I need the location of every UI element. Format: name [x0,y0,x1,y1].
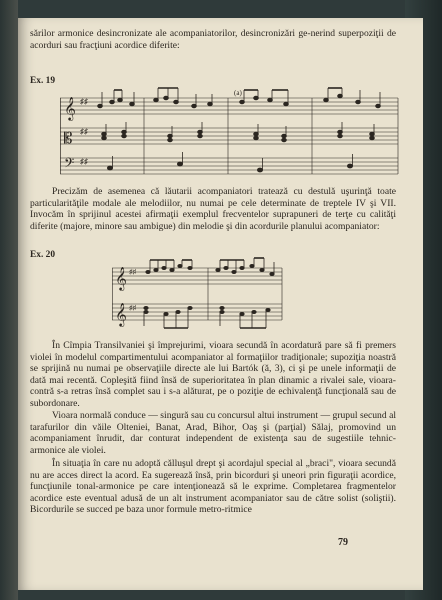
svg-text:𝄡: 𝄡 [64,129,73,147]
score-annotation: (a) [234,89,242,97]
example-20-label: Ex. 20 [30,250,56,260]
svg-text:♯♯: ♯♯ [80,157,88,166]
music-score-ex19 [60,86,400,180]
svg-text:♯♯: ♯♯ [129,304,136,312]
paragraph-modal: Precizăm de asemenea că lăutarii acompaniatori tratează cu destulă uşurinţă toate particularităţile modale ale melodiilor, nu numai pe cele determinate de treptele IV şi VII. Invocăm în sprijinul acestei afirmaţii exemplul frecventelor suprapuneri de terţe cu calităţi diferite (majore, minore sau ambigue) din melodie şi din acordurile planului acompaniator: [30,186,396,232]
paragraph-intro: sărilor armonice desincronizate ale acompaniatorilor, desincronizări ge-nerind superpoziţii de acorduri sau fracţiuni acordice diferite: [30,28,396,51]
book-left-edge [0,0,18,600]
svg-text:♯♯: ♯♯ [80,97,88,106]
svg-text:𝄢: 𝄢 [64,155,75,174]
svg-text:𝄞: 𝄞 [115,266,127,290]
svg-text:𝄞: 𝄞 [64,96,76,120]
paragraph-vioara-secunda: În situaţia în care nu adoptă călluşul drept şi acordajul special al „braci", vioara secundă nu are acces direct la acord. Ea sugerează însă, prin bicorduri şi uneori prin figuraţii acordice, funcţiunile tonal-armonice pe care intenţionează să le exprime. Completarea fragmentelor acordice este eventual adusă de un alt instrument acompaniator sau de către solist (soliştii). Bicordurile se succed pe baza unor formule metro-ritmice [30,458,396,516]
svg-text:𝄞: 𝄞 [115,302,127,326]
paragraph-vioara-normala: Vioara normală conduce — singură sau cu concursul altui instrument — grupul secund al tarafurilor din văile Olteniei, Banat, Arad, Bihor, Oaş şi (parţial) Sălaj, promovind un acompaniament înrudit, dar conturat independent de existenţa sau de sugestiile tehnic-armonice ale violei. [30,410,396,456]
book-page [18,18,423,590]
paragraph-transilvania: În Cîmpia Transilvaniei şi împrejurimi, vioara secundă în acordatură pare să fi premers violei în modelul compartimentului acompaniator al formaţiilor tradiţionale; supoziţia noastră se sprijină nu numai pe observaţiile directe ale lui Bartók (ă, 3), ci şi pe unele informaţii de dată mai recentă. Copleşită fiind însă de superioritatea în plan dinamic a rivalei sale, vioara-contră s-a retras însă complet sau i s-a alăturat, pe o poziţie de echivalenţă funcţională sau de subordonare. [30,340,396,409]
music-score-ex20 [112,256,284,338]
svg-text:♯♯: ♯♯ [129,268,136,276]
svg-text:♯♯: ♯♯ [80,127,88,136]
page-number: 79 [338,537,348,548]
staff-2 [60,128,398,144]
example-19-label: Ex. 19 [30,76,56,86]
